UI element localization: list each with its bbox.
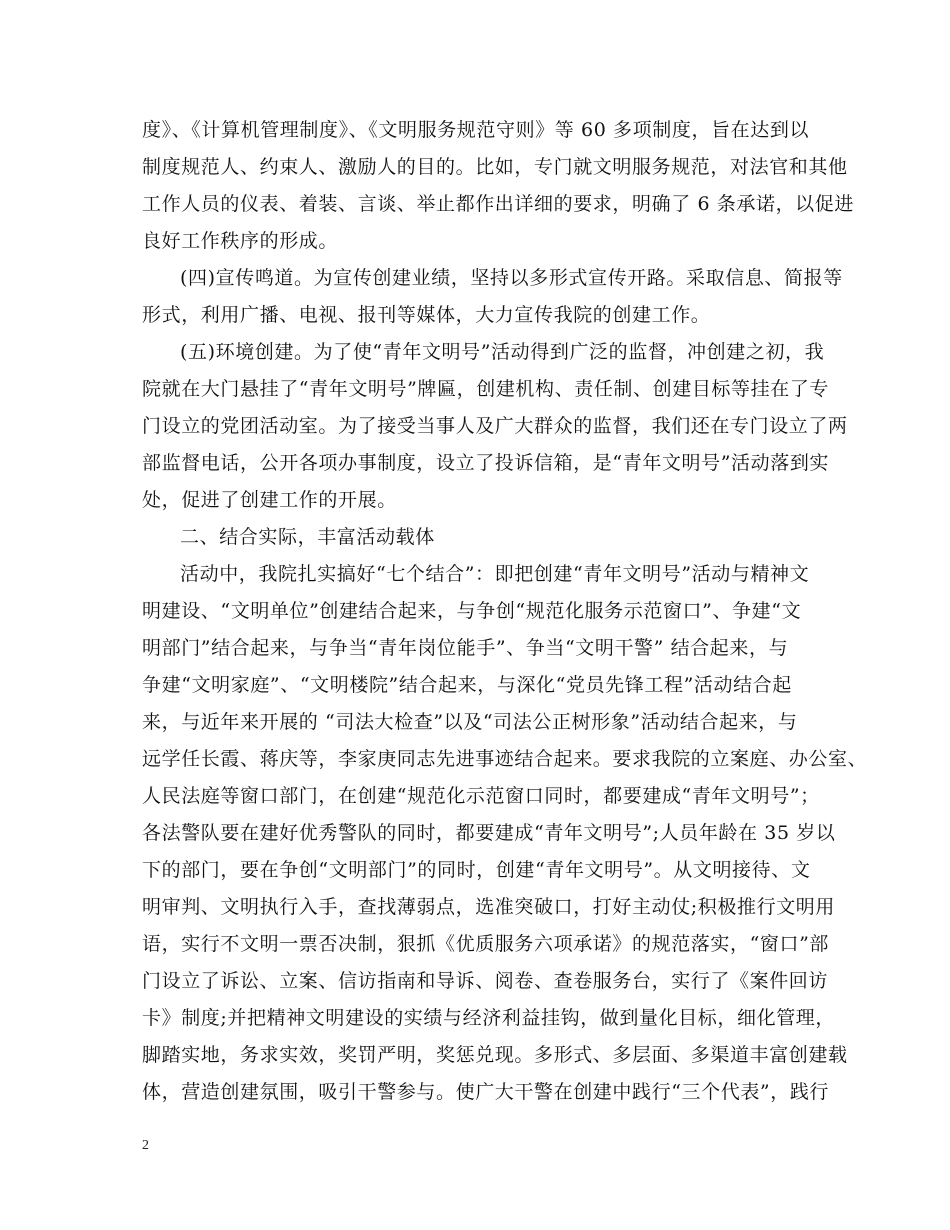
text-line: 门设立了诉讼、立案、信访指南和导诉、阅卷、查卷服务台，实行了《案件回访 bbox=[142, 970, 829, 992]
text-line: 争建“文明家庭”、“文明楼院”结合起来，与深化“党员先锋工程”活动结合起 bbox=[142, 674, 792, 696]
text-line: 脚踏实地，务求实效，奖罚严明，奖惩兑现。多形式、多层面、多渠道丰富创建载 bbox=[142, 1044, 848, 1066]
text-line: 来，与近年来开展的 “司法大检查”以及“司法公正树形象”活动结合起来，与 bbox=[142, 711, 798, 733]
text-line: 下的部门，要在争创“文明部门”的同时，创建“青年文明号”。从文明接待、文 bbox=[142, 859, 811, 881]
text-line: 远学任长霞、蒋庆等，李家庚同志先进事迹结合起来。要求我院的立案庭、办公室、 bbox=[142, 748, 868, 770]
text-line: 良好工作秩序的形成。 bbox=[142, 230, 339, 252]
body-text bbox=[142, 112, 868, 1111]
text-line: 工作人员的仪表、着装、言谈、举止都作出详细的要求，明确了 6 条承诺，以促进 bbox=[142, 193, 854, 215]
text-line: 体，营造创建氛围，吸引干警参与。使广大干警在创建中践行“三个代表”，践行 bbox=[142, 1081, 830, 1103]
text-line: (四)宣传鸣道。为宣传创建业绩，坚持以多形式宣传开路。采取信息、简报等 bbox=[180, 267, 843, 289]
text-line: 处，促进了创建工作的开展。 bbox=[142, 489, 397, 511]
text-line: 部监督电话，公开各项办事制度，设立了投诉信箱，是“青年文明号”活动落到实 bbox=[142, 452, 830, 474]
page-number: 2 bbox=[142, 1138, 149, 1153]
text-line: 各法警队要在建好优秀警队的同时，都要建成“青年文明号”;人员年龄在 35 岁以 bbox=[142, 822, 836, 844]
text-line: 语，实行不文明一票否决制，狠抓《优质服务六项承诺》的规范落实，“窗口”部 bbox=[142, 933, 830, 955]
text-line: 明审判、文明执行入手，查找薄弱点，选准突破口，打好主动仗;积极推行文明用 bbox=[142, 896, 836, 918]
text-line: 院就在大门悬挂了“青年文明号”牌匾，创建机构、责任制、创建目标等挂在了专 bbox=[142, 378, 830, 400]
text-line: 卡》制度;并把精神文明建设的实绩与经济利益挂钩，做到量化目标，细化管理， bbox=[142, 1007, 836, 1029]
text-line: (五)环境创建。为了使“青年文明号”活动得到广泛的监督，冲创建之初，我 bbox=[180, 341, 825, 363]
text-line: 门设立的党团活动室。为了接受当事人及广大群众的监督，我们还在专门设立了两 bbox=[142, 415, 848, 437]
text-line: 明建设、“文明单位”创建结合起来，与争创“规范化服务示范窗口”、争建“文 bbox=[142, 600, 802, 622]
text-line: 二、结合实际，丰富活动载体 bbox=[180, 526, 435, 548]
text-line: 制度规范人、约束人、激励人的目的。比如，专门就文明服务规范，对法官和其他 bbox=[142, 156, 848, 178]
text-line: 活动中，我院扎实搞好“七个结合”：即把创建“青年文明号”活动与精神文 bbox=[180, 563, 810, 585]
text-line: 明部门”结合起来，与争当“青年岗位能手”、争当“文明干警” 结合起来，与 bbox=[142, 637, 789, 659]
text-line: 形式，利用广播、电视、报刊等媒体，大力宣传我院的创建工作。 bbox=[142, 304, 711, 326]
text-line: 度》、《计算机管理制度》、《文明服务规范守则》等 60 多项制度，旨在达到以 bbox=[142, 119, 810, 141]
text-line: 人民法庭等窗口部门，在创建“规范化示范窗口同时，都要建成“青年文明号”； bbox=[142, 785, 820, 807]
